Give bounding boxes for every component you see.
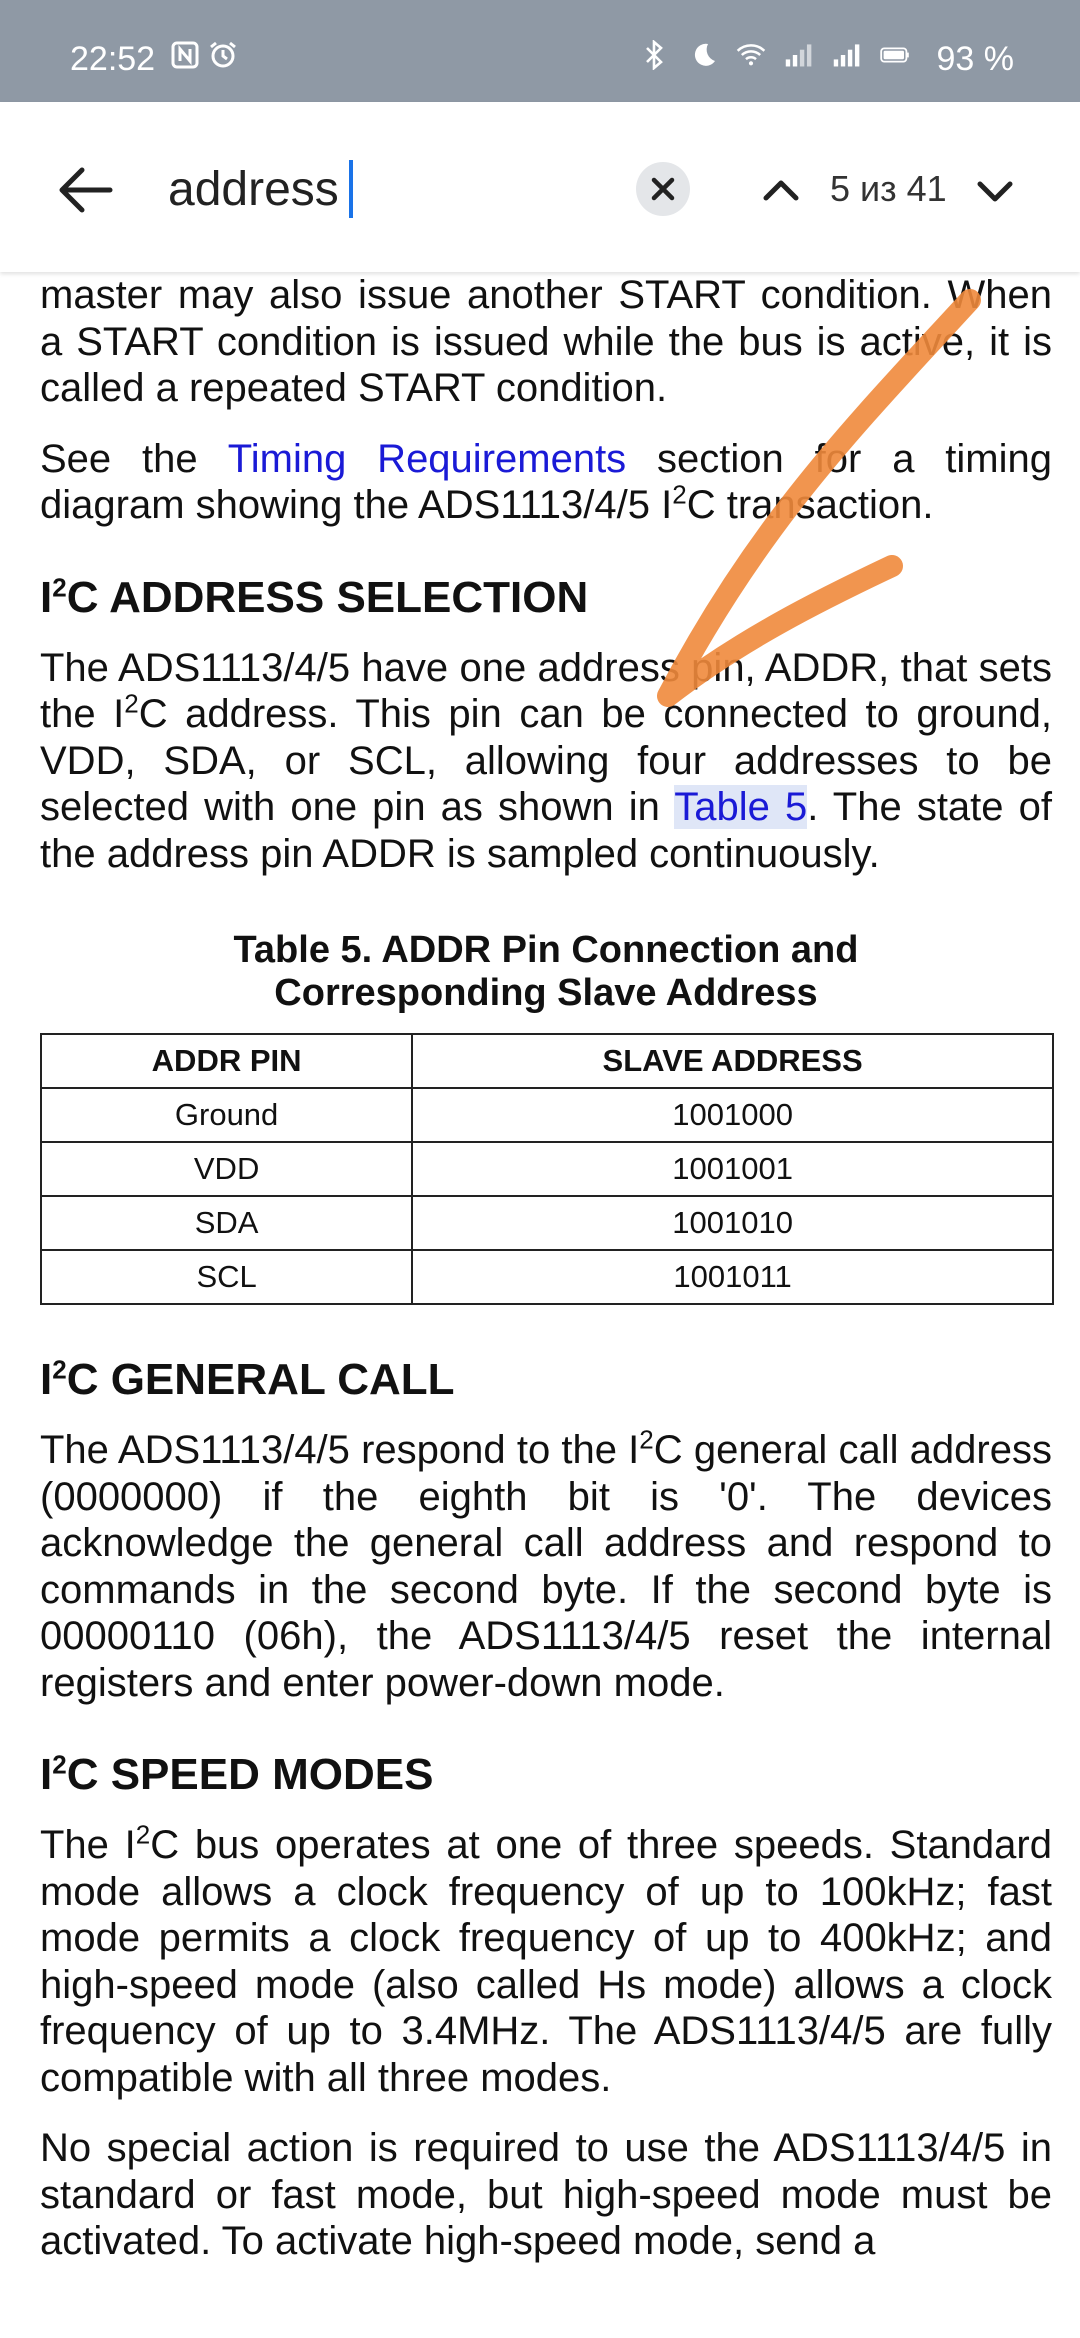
timing-requirements-link[interactable]: Timing Requirements: [227, 436, 627, 481]
find-query-text: address: [168, 162, 339, 216]
table-row: [41, 1088, 1053, 1142]
paragraph-speed-modes: The $I^2C$ bus operates at one of three speeds. Standard mode allows a clock frequency of up to 100kHz; fast mode permits a clock frequency of up to 400kHz; and high-speed mode (also called Hs mode) allows a clock frequency of up to 3.4MHz. The ADS1113/4/5 are fully compatible with all three modes.: [40, 1819, 1052, 2100]
paragraph-timing: See the Timing Requirements section for a timing diagram showing the ADS1113/4/5 $I^2C$ transaction.: [40, 436, 1052, 527]
addr-pin-table: [40, 1033, 1054, 1305]
wifi-icon: [736, 40, 766, 70]
heading-speed-modes: $I^2C$ SPEED MODES: [40, 1749, 434, 1799]
previous-match-button[interactable]: [756, 166, 806, 216]
table-row: [41, 1196, 1053, 1250]
table-cell: VDD: [41, 1142, 412, 1196]
heading-address-selection: $I^2C$ ADDRESS SELECTION: [40, 571, 589, 622]
clear-button[interactable]: [636, 162, 690, 216]
alarm-icon: [208, 40, 238, 70]
nfc-icon: [170, 40, 200, 70]
pdf-document[interactable]: [40, 272, 1052, 2265]
column-header: ADDR PIN: [41, 1034, 412, 1088]
chevron-down-icon: [970, 166, 1020, 216]
signal-icon: [832, 40, 862, 70]
table-row: [41, 1142, 1053, 1196]
table-cell: 1001011: [412, 1250, 1053, 1304]
heading-general-call: $I^2C$ GENERAL CALL: [40, 1354, 455, 1404]
text-caret: [349, 160, 353, 218]
table-cell: 1001000: [412, 1088, 1053, 1142]
status-time: 22:52: [70, 40, 156, 78]
back-arrow-icon: [52, 157, 118, 223]
back-button[interactable]: [52, 157, 118, 223]
bluetooth-icon: [640, 40, 670, 70]
chevron-up-icon: [756, 166, 806, 216]
find-input[interactable]: [168, 154, 353, 224]
column-header: SLAVE ADDRESS: [412, 1034, 1053, 1088]
paragraph-start-condition: master may also issue another START condition. When a START condition is issued while the bus is active, it is called a repeated START condition.: [40, 273, 1052, 410]
battery-icon: [880, 40, 910, 70]
match-count: 5 из 41: [830, 168, 947, 209]
clear-icon: [649, 175, 677, 203]
table-cell: 1001010: [412, 1196, 1053, 1250]
table-cell: SCL: [41, 1250, 412, 1304]
table-row: [41, 1250, 1053, 1304]
table-cell: 1001001: [412, 1142, 1053, 1196]
status-bar: [0, 0, 1080, 102]
table-cell: Ground: [41, 1088, 412, 1142]
find-in-page-bar: [0, 102, 1080, 272]
do-not-disturb-moon-icon: [688, 40, 718, 70]
battery-percent: 93 %: [936, 40, 1014, 78]
signal-icon: [784, 40, 814, 70]
paragraph-high-speed: No special action is required to use the ADS1113/4/5 in standard or fast mode, but high-speed mode must be activated. To activate high-speed mode, send a: [40, 2126, 1052, 2263]
table-title: Table 5. ADDR Pin Connection and Corresponding Slave Address: [233, 929, 859, 1014]
table-cell: SDA: [41, 1196, 412, 1250]
paragraph-general-call: The ADS1113/4/5 respond to the $I^2C$ general call address (0000000) if the eighth bit is '0'. The devices acknowledge the general call address and respond to commands in the second byte. If the second byte is 00000110 (06h), the ADS1113/4/5 reset the internal registers and enter power-down mode.: [40, 1424, 1052, 1705]
paragraph-address-selection: The ADS1113/4/5 have one address pin, ADDR, that sets the $I^2C$ address. This pin can be connected to ground, VDD, SDA, or SCL, allowing four addresses to be selected with one pin as shown in Table 5. The state of the address pin ADDR is sampled continuously.: [40, 645, 1053, 876]
table-5-link-highlighted[interactable]: Table 5: [674, 785, 808, 829]
next-match-button[interactable]: [970, 166, 1020, 216]
table-header-row: [41, 1034, 1053, 1088]
